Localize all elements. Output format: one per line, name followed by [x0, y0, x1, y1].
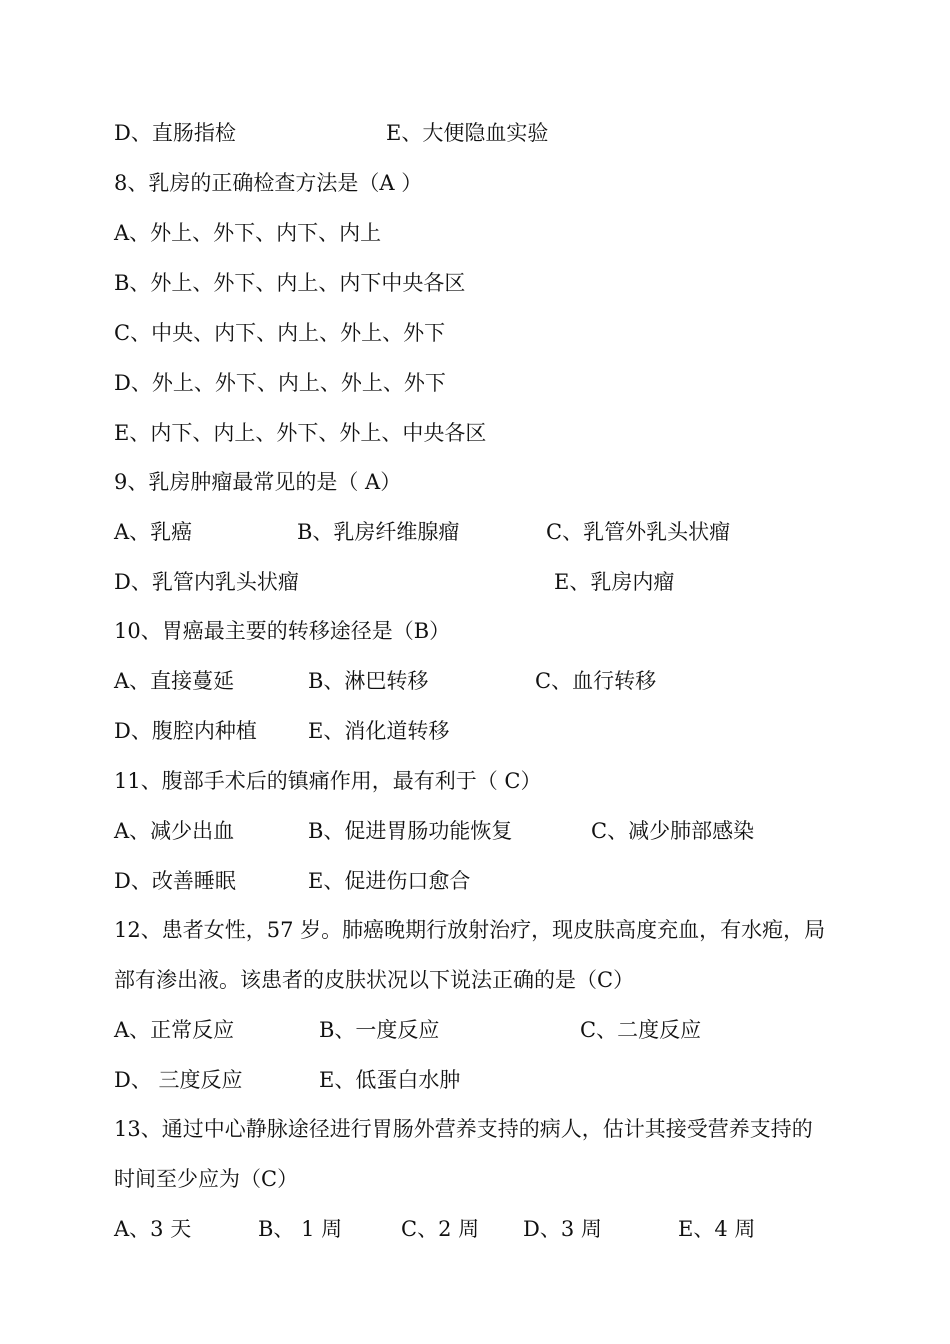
option-c: C、乳管外乳头状瘤 — [546, 520, 731, 544]
option-e: E、促进伤口愈合 — [308, 869, 471, 893]
option-e: E、4 周 — [678, 1217, 756, 1241]
option-a: A、减少出血 — [114, 819, 235, 843]
option-b: B、促进胃肠功能恢复 — [308, 819, 513, 843]
option-a: A、3 天 — [114, 1217, 192, 1241]
question-8-stem: 8、乳房的正确检查方法是（A ） — [114, 171, 423, 195]
option-c: C、血行转移 — [535, 669, 657, 693]
option-e: E、低蛋白水肿 — [319, 1068, 461, 1092]
question-12-stem-line-1: 12、患者女性，57 岁。肺癌晚期行放射治疗，现皮肤高度充血，有水疱，局 — [114, 918, 826, 942]
option-d: D、直肠指检 — [114, 121, 236, 145]
option-b: B、 1 周 — [258, 1217, 343, 1241]
option-e: E、乳房内瘤 — [554, 570, 675, 594]
option-c: C、二度反应 — [580, 1018, 702, 1042]
question-11-stem: 11、腹部手术后的镇痛作用，最有利于（ C） — [114, 769, 542, 793]
question-8-option-e: E、内下、内上、外下、外上、中央各区 — [114, 421, 487, 445]
option-b: B、一度反应 — [319, 1018, 440, 1042]
option-a: A、乳癌 — [114, 520, 193, 544]
option-b: B、淋巴转移 — [308, 669, 429, 693]
option-e: E、消化道转移 — [308, 719, 450, 743]
option-a: A、直接蔓延 — [114, 669, 235, 693]
option-e: E、大便隐血实验 — [386, 121, 549, 145]
question-13-stem-line-2: 时间至少应为（C） — [114, 1167, 299, 1191]
question-9-stem: 9、乳房肿瘤最常见的是（ A） — [114, 470, 402, 494]
question-13-stem-line-1: 13、通过中心静脉途径进行胃肠外营养支持的病人，估计其接受营养支持的 — [114, 1117, 813, 1141]
option-d: D、腹腔内种植 — [114, 719, 257, 743]
option-d: D、乳管内乳头状瘤 — [114, 570, 299, 594]
question-8-option-c: C、中央、内下、内上、外上、外下 — [114, 321, 446, 345]
question-12-stem-line-2: 部有渗出液。该患者的皮肤状况以下说法正确的是（C） — [114, 968, 635, 992]
option-a: A、正常反应 — [114, 1018, 235, 1042]
question-8-option-d: D、外上、外下、内上、外上、外下 — [114, 371, 446, 395]
option-b: B、乳房纤维腺瘤 — [297, 520, 460, 544]
question-8-option-a: A、外上、外下、内下、内上 — [114, 221, 382, 245]
option-d: D、3 周 — [523, 1217, 602, 1241]
option-d: D、改善睡眠 — [114, 869, 236, 893]
option-c: C、减少肺部感染 — [591, 819, 755, 843]
question-8-option-b: B、外上、外下、内上、内下中央各区 — [114, 271, 466, 295]
option-d: D、 三度反应 — [114, 1068, 243, 1092]
option-c: C、2 周 — [401, 1217, 480, 1241]
question-10-stem: 10、胃癌最主要的转移途径是（B） — [114, 619, 451, 643]
